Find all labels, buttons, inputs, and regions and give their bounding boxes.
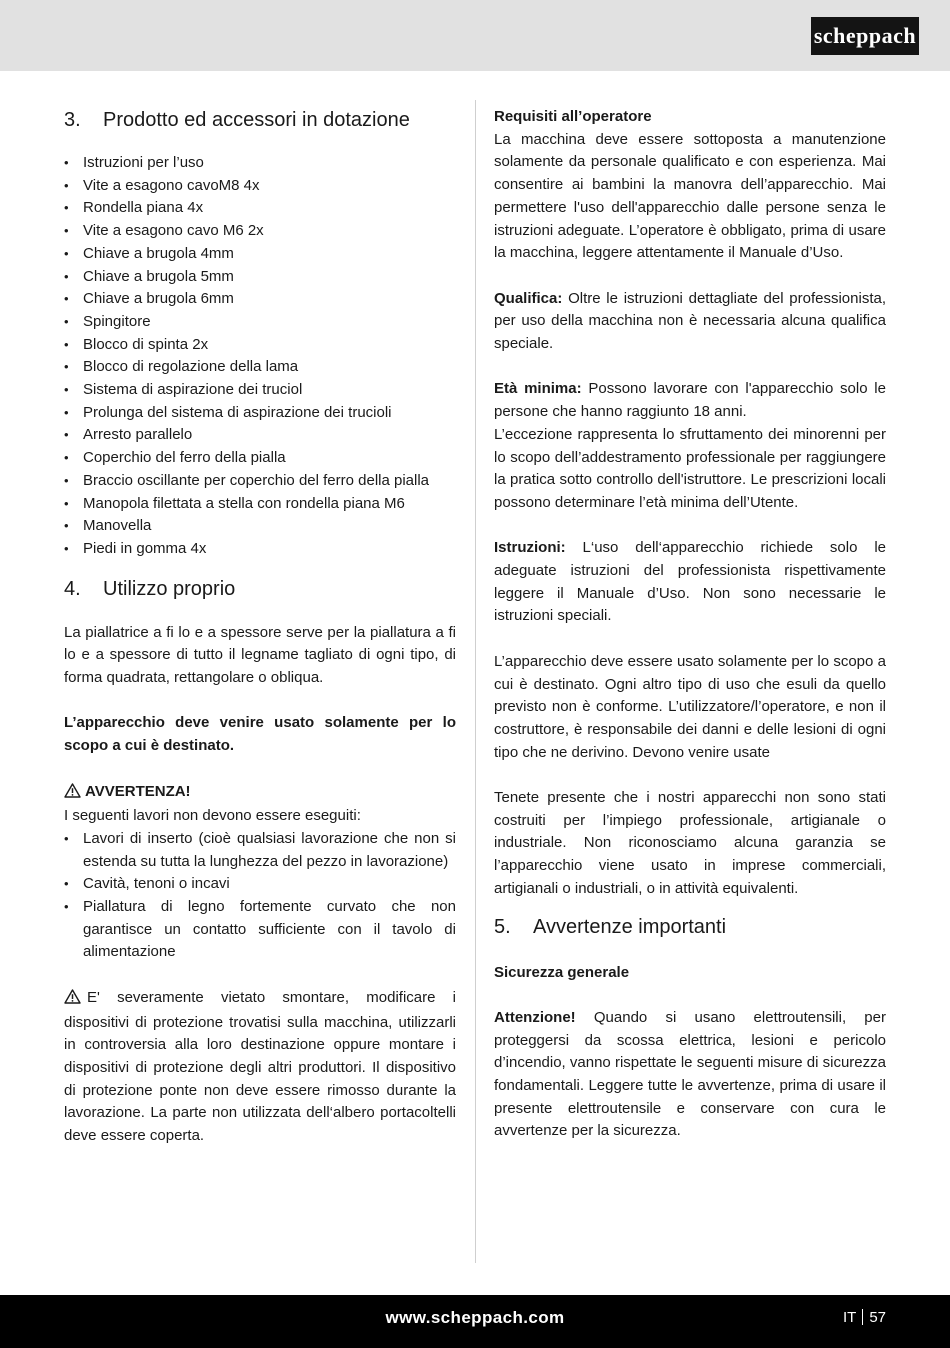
accessory-item: • Coperchio del ferro della pialla: [64, 447, 456, 470]
warning-title: AVVERTENZA!: [85, 782, 191, 800]
accessory-item: • Chiave a brugola 4mm: [64, 243, 456, 266]
accessory-item: • Braccio oscillante per coperchio del ferro della pialla: [64, 470, 456, 493]
forbidden-work-item: • Piallatura di legno fortemente curvato che non garantisce un contatto sufficiente con il tavolo di alimentazione: [64, 896, 456, 964]
instructions-label: Istruzioni:: [494, 539, 566, 557]
attention-text: Quando si usano elettroutensili, per proteggersi da scossa elettrica, lesioni e pericolo d’incendio, vanno rispettate le seguenti misure di sicurezza fondamentali. Leggere tutte le avvertenze, prima di usare il presente elettroutensile e conservare con cura le avvertenze per la sicurezza.: [494, 1008, 886, 1140]
protection-warning-paragraph: [64, 987, 456, 1148]
section-title: Avvertenze importanti: [533, 915, 727, 938]
intended-use-liability-paragraph: L’apparecchio deve essere usato solamente per lo scopo a cui è destinato. Ogni altro tipo di uso che esuli da quello previsto non è conforme. L’utilizzatore/l’operatore, e non il costruttore, è responsabile dei danni e delle lesioni di ogni tipo che ne derivino. Devono venire usate: [494, 652, 886, 761]
header-bar: [0, 0, 950, 71]
warning-triangle-icon: [64, 989, 81, 1012]
left-column: [64, 106, 456, 1148]
accessory-item: • Manovella: [64, 515, 456, 538]
minimum-age-text: Possono lavorare con l'apparecchio solo le persone che hanno raggiunto 18 anni.: [494, 380, 886, 421]
accessories-list: [64, 152, 456, 561]
qualification-label: Qualifica:: [494, 289, 563, 307]
page-number: 57: [869, 1309, 886, 1326]
minimum-age-exception: L’eccezione rappresenta lo sfruttamento dei minorenni per lo scopo dell’addestramento professionale per raggiungere la pratica sotto controllo dell'istruttore. Le prescrizioni locali possono determinare l’età minima dell’Utente.: [494, 425, 886, 511]
warning-heading: [64, 781, 456, 806]
section-title: Utilizzo proprio: [103, 577, 236, 600]
forbidden-work-item: • Cavità, tenoni o incavi: [64, 873, 456, 896]
language-code: IT: [842, 1309, 857, 1326]
page-separator: [862, 1309, 863, 1325]
instructions-text: L‘uso dell‘apparecchio richiede solo le adeguate istruzioni del professionista rispettivamente leggere il Manuale d’Uso. Non sono necessarie le istruzioni speciali.: [494, 539, 886, 625]
footer-bar: [0, 1295, 950, 1348]
forbidden-work-list: [64, 828, 456, 964]
operator-requirements-text: La macchina deve essere sottoposta a manutenzione solamente da personale qualificato e con esperienza. Mai consentire ai bambini la manovra dell’apparecchio. Mai permettere l'uso dell'apparecchio dalle persone senza le istruzioni adeguate. L’operatore è obbligato, prima di usare la macchina, leggere attentamente il Manuale d’Uso.: [494, 130, 886, 262]
accessory-item: • Blocco di spinta 2x: [64, 334, 456, 357]
forbidden-work-item: • Lavori di inserto (cioè qualsiasi lavorazione che non si estenda su tutta la lunghezza del pezzo in lavorazione): [64, 828, 456, 873]
accessory-item: • Manopola filettata a stella con rondella piana M6: [64, 493, 456, 516]
qualification-text: Oltre le istruzioni dettagliate del professionista, per uso della macchina non è necessaria alcuna qualifica speciale.: [494, 289, 886, 353]
professional-use-disclaimer: Tenete presente che i nostri apparecchi non sono stati costruiti per l’impiego professionale, artigianale o industriale. Non riconosciamo alcuna garanzia se l’apparecchio viene usato in imprese commerciali, artigianali o industriali, o in attività equivalenti.: [494, 789, 886, 897]
page-indicator: [843, 1309, 886, 1326]
accessory-item: • Chiave a brugola 6mm: [64, 288, 456, 311]
section-5-heading: [494, 913, 886, 941]
qualification-paragraph: [494, 288, 886, 356]
operator-requirements-heading: Requisiti all’operatore: [494, 108, 652, 125]
accessory-item: • Prolunga del sistema di aspirazione dei trucioli: [64, 402, 456, 425]
accessory-item: • Sistema di aspirazione dei truciol: [64, 379, 456, 402]
section-3-heading: [64, 106, 456, 134]
section-number: 5.: [494, 915, 511, 938]
intended-use-bold-note: L’apparecchio deve venire usato solamente per lo scopo a cui è destinato.: [64, 714, 456, 755]
minimum-age-label: Età minima:: [494, 380, 582, 398]
accessory-item: • Piedi in gomma 4x: [64, 538, 456, 561]
warning-triangle-icon: [64, 783, 81, 806]
accessory-item: • Blocco di regolazione della lama: [64, 356, 456, 379]
attention-label: Attenzione!: [494, 1008, 576, 1026]
warning-intro: I seguenti lavori non devono essere eseguiti:: [64, 807, 361, 825]
minimum-age-paragraph: [494, 378, 886, 423]
section-number: 3.: [64, 109, 81, 131]
website-link[interactable]: www.scheppach.com: [385, 1308, 565, 1327]
protection-warning-text: E' severamente vietato smontare, modificare i dispositivi di protezione trovatisi sulla macchina, utilizzarli in controversia alla loro destinazione oppure montare i dispositivi di protezione degli altri produttori. Il dispositivo di protezione ponte non deve essere rimosso durante la lavorazione. La parte non utilizzata dell‘albero portacoltelli deve essere coperta.: [64, 988, 456, 1145]
accessory-item: • Rondella piana 4x: [64, 197, 456, 220]
accessory-item: • Arresto parallelo: [64, 424, 456, 447]
intended-use-paragraph: La piallatrice a fi lo e a spessore serve per la piallatura a fi lo e a spessore di tutto il legname tagliato di ogni tipo, di forma quadrata, rettangolare o obliqua.: [64, 623, 456, 687]
accessory-item: • Istruzioni per l’uso: [64, 152, 456, 175]
section-title: Prodotto ed accessori in dotazione: [103, 109, 410, 131]
column-divider: [475, 100, 476, 1263]
attention-paragraph: [494, 1007, 886, 1143]
section-number: 4.: [64, 577, 81, 600]
section-4-heading: [64, 575, 456, 603]
accessory-item: • Vite a esagono cavoM8 4x: [64, 175, 456, 198]
accessory-item: • Spingitore: [64, 311, 456, 334]
instructions-paragraph: [494, 537, 886, 628]
general-safety-heading: Sicurezza generale: [494, 963, 630, 981]
accessory-item: • Chiave a brugola 5mm: [64, 266, 456, 289]
right-column: [494, 106, 886, 1143]
brand-logo[interactable]: scheppach: [811, 17, 919, 55]
accessory-item: • Vite a esagono cavo M6 2x: [64, 220, 456, 243]
